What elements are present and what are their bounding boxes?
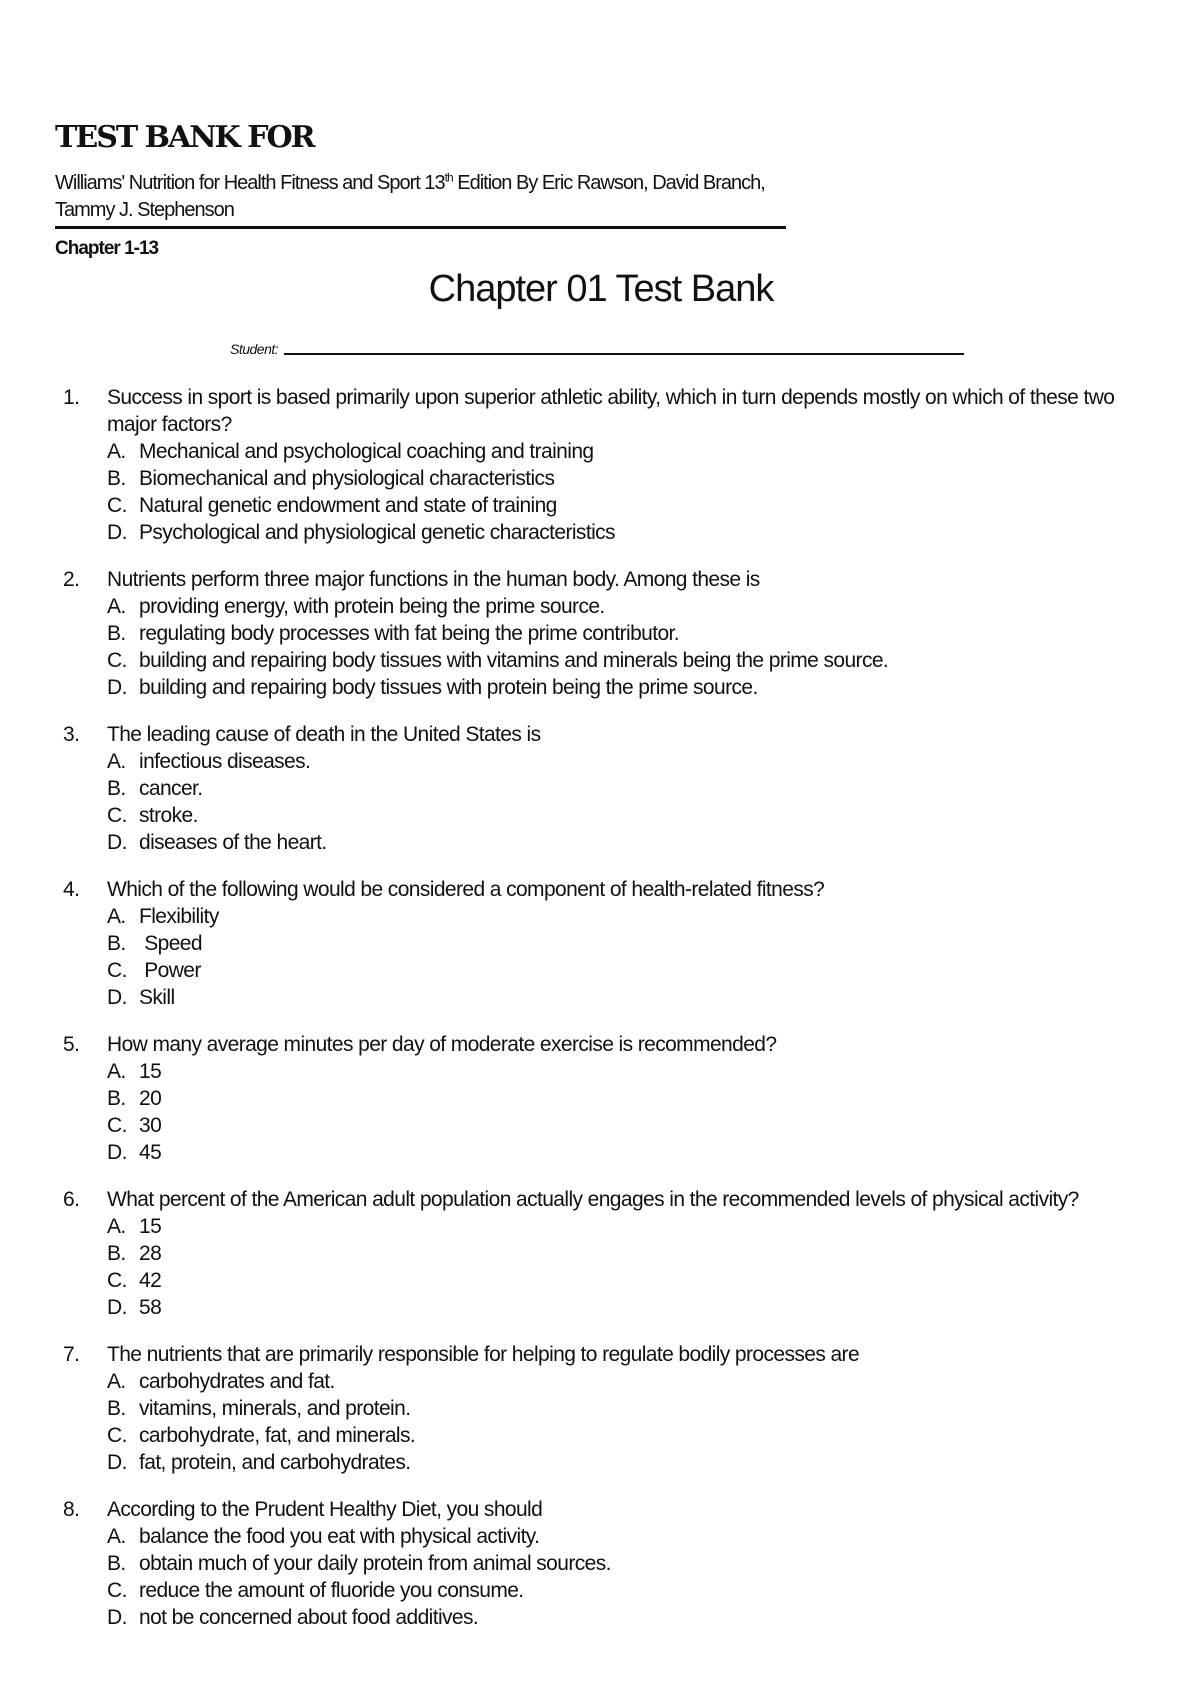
question-item (60, 566, 1140, 701)
answer-option (107, 775, 1140, 802)
option-letter: B. (107, 1087, 126, 1110)
answer-options (107, 748, 1140, 856)
option-letter: A. (107, 440, 126, 463)
option-text: Biomechanical and physiological characteristics (139, 467, 555, 490)
option-letter: D. (107, 1451, 127, 1474)
chapter-title: Chapter 01 Test Bank (428, 268, 774, 310)
answer-option (107, 1604, 1140, 1631)
option-letter: C. (107, 494, 127, 517)
question-text: According to the Prudent Healthy Diet, you should (107, 1498, 543, 1521)
option-letter: D. (107, 1296, 127, 1319)
answer-option (107, 802, 1140, 829)
option-text: infectious diseases. (139, 750, 311, 773)
option-text: 30 (139, 1114, 162, 1137)
option-letter: B. (107, 1552, 126, 1575)
option-letter: A. (107, 1525, 126, 1548)
option-letter: B. (107, 1242, 126, 1265)
option-text: reduce the amount of fluoride you consume. (139, 1579, 524, 1602)
question-text: Which of the following would be considered a component of health-related fitness? (107, 878, 825, 901)
answer-option (107, 519, 1140, 546)
answer-option (107, 829, 1140, 856)
option-text: carbohydrate, fat, and minerals. (139, 1424, 416, 1447)
option-text: building and repairing body tissues with protein being the prime source. (139, 676, 758, 699)
option-text: Skill (139, 986, 175, 1009)
test-bank-heading: TEST BANK FOR (55, 120, 314, 155)
question-item (60, 1496, 1140, 1631)
question-item (60, 1031, 1140, 1166)
question-item (60, 384, 1140, 546)
answer-options (107, 1058, 1140, 1166)
answer-option (107, 1368, 1140, 1395)
answer-option (107, 465, 1140, 492)
option-text: 20 (139, 1087, 162, 1110)
header-divider (55, 226, 786, 229)
option-text: 42 (139, 1269, 162, 1292)
question-number: 6. (63, 1188, 80, 1211)
option-letter: B. (107, 777, 126, 800)
subtitle-text-part1: Williams' Nutrition for Health Fitness and Sport 13 (55, 172, 445, 194)
option-text: regulating body processes with fat being the prime contributor. (139, 622, 680, 645)
question-text: Nutrients perform three major functions in the human body. Among these is (107, 568, 760, 591)
answer-options (107, 1523, 1140, 1631)
question-number: 7. (63, 1343, 80, 1366)
option-letter: C. (107, 1114, 127, 1137)
option-letter: A. (107, 1060, 126, 1083)
option-text: cancer. (139, 777, 203, 800)
option-text: balance the food you eat with physical activity. (139, 1525, 540, 1548)
question-number: 2. (63, 568, 80, 591)
answer-option (107, 620, 1140, 647)
option-text: carbohydrates and fat. (139, 1370, 335, 1393)
student-name-row (230, 341, 964, 357)
option-letter: A. (107, 1370, 126, 1393)
question-number: 5. (63, 1033, 80, 1056)
option-text: not be concerned about food additives. (139, 1606, 479, 1629)
option-letter: A. (107, 595, 126, 618)
option-letter: D. (107, 831, 127, 854)
option-text: 58 (139, 1296, 162, 1319)
answer-option (107, 1213, 1140, 1240)
question-item (60, 876, 1140, 1011)
answer-option (107, 984, 1140, 1011)
option-text: diseases of the heart. (139, 831, 327, 854)
answer-option (107, 1112, 1140, 1139)
answer-option (107, 903, 1140, 930)
answer-option (107, 1422, 1140, 1449)
question-list (60, 384, 1140, 1651)
question-text: Success in sport is based primarily upon superior athletic ability, which in turn depends mostly on which of these two major factors? (107, 386, 1115, 436)
option-text: Speed (139, 932, 202, 955)
answer-option (107, 647, 1140, 674)
answer-options (107, 593, 1140, 701)
option-letter: D. (107, 986, 127, 1009)
option-text: Power (139, 959, 201, 982)
answer-option (107, 748, 1140, 775)
option-text: 15 (139, 1060, 162, 1083)
answer-option (107, 1449, 1140, 1476)
option-text: fat, protein, and carbohydrates. (139, 1451, 411, 1474)
question-number: 1. (63, 386, 80, 409)
option-letter: C. (107, 1424, 127, 1447)
option-letter: C. (107, 649, 127, 672)
question-text: What percent of the American adult population actually engages in the recommended levels of physical activity? (107, 1188, 1079, 1211)
answer-option (107, 1139, 1140, 1166)
option-letter: A. (107, 1215, 126, 1238)
answer-option (107, 1294, 1140, 1321)
option-letter: D. (107, 676, 127, 699)
answer-option (107, 1395, 1140, 1422)
answer-option (107, 1058, 1140, 1085)
book-subtitle (55, 170, 775, 224)
answer-option (107, 1085, 1140, 1112)
student-label: Student: (230, 341, 279, 357)
option-letter: C. (107, 804, 127, 827)
question-text: The nutrients that are primarily responsible for helping to regulate bodily processes are (107, 1343, 860, 1366)
question-text: The leading cause of death in the United States is (107, 723, 541, 746)
option-letter: C. (107, 1579, 127, 1602)
question-text: How many average minutes per day of moderate exercise is recommended? (107, 1033, 777, 1056)
option-letter: C. (107, 959, 127, 982)
option-text: 28 (139, 1242, 162, 1265)
option-text: stroke. (139, 804, 198, 827)
question-number: 4. (63, 878, 80, 901)
answer-options (107, 903, 1140, 1011)
option-text: building and repairing body tissues with vitamins and minerals being the prime source. (139, 649, 889, 672)
subtitle-text-part2: Edition By Eric Rawson, David Branch, Tammy J. Stephenson (55, 172, 765, 221)
option-text: 45 (139, 1141, 162, 1164)
answer-options (107, 1213, 1140, 1321)
option-text: obtain much of your daily protein from animal sources. (139, 1552, 611, 1575)
answer-option (107, 1550, 1140, 1577)
option-text: 15 (139, 1215, 162, 1238)
option-letter: C. (107, 1269, 127, 1292)
question-item (60, 1186, 1140, 1321)
answer-option (107, 1267, 1140, 1294)
option-letter: B. (107, 932, 126, 955)
question-number: 8. (63, 1498, 80, 1521)
option-letter: B. (107, 467, 126, 490)
answer-option (107, 1240, 1140, 1267)
answer-option (107, 1577, 1140, 1604)
option-letter: D. (107, 1606, 127, 1629)
answer-option (107, 674, 1140, 701)
answer-option (107, 930, 1140, 957)
option-letter: D. (107, 521, 127, 544)
option-letter: A. (107, 905, 126, 928)
answer-option (107, 438, 1140, 465)
option-text: Natural genetic endowment and state of training (139, 494, 557, 517)
option-text: Psychological and physiological genetic characteristics (139, 521, 615, 544)
option-text: vitamins, minerals, and protein. (139, 1397, 411, 1420)
answer-option (107, 593, 1140, 620)
chapter-range-label: Chapter 1-13 (55, 238, 159, 259)
subtitle-superscript: th (444, 170, 453, 185)
question-item (60, 1341, 1140, 1476)
option-text: providing energy, with protein being the prime source. (139, 595, 605, 618)
student-name-line[interactable] (284, 353, 964, 355)
option-text: Mechanical and psychological coaching and training (139, 440, 594, 463)
option-letter: D. (107, 1141, 127, 1164)
option-letter: B. (107, 1397, 126, 1420)
option-text: Flexibility (139, 905, 219, 928)
question-item (60, 721, 1140, 856)
answer-option (107, 1523, 1140, 1550)
answer-option (107, 957, 1140, 984)
answer-option (107, 492, 1140, 519)
answer-options (107, 1368, 1140, 1476)
option-letter: B. (107, 622, 126, 645)
answer-options (107, 438, 1140, 546)
question-number: 3. (63, 723, 80, 746)
option-letter: A. (107, 750, 126, 773)
